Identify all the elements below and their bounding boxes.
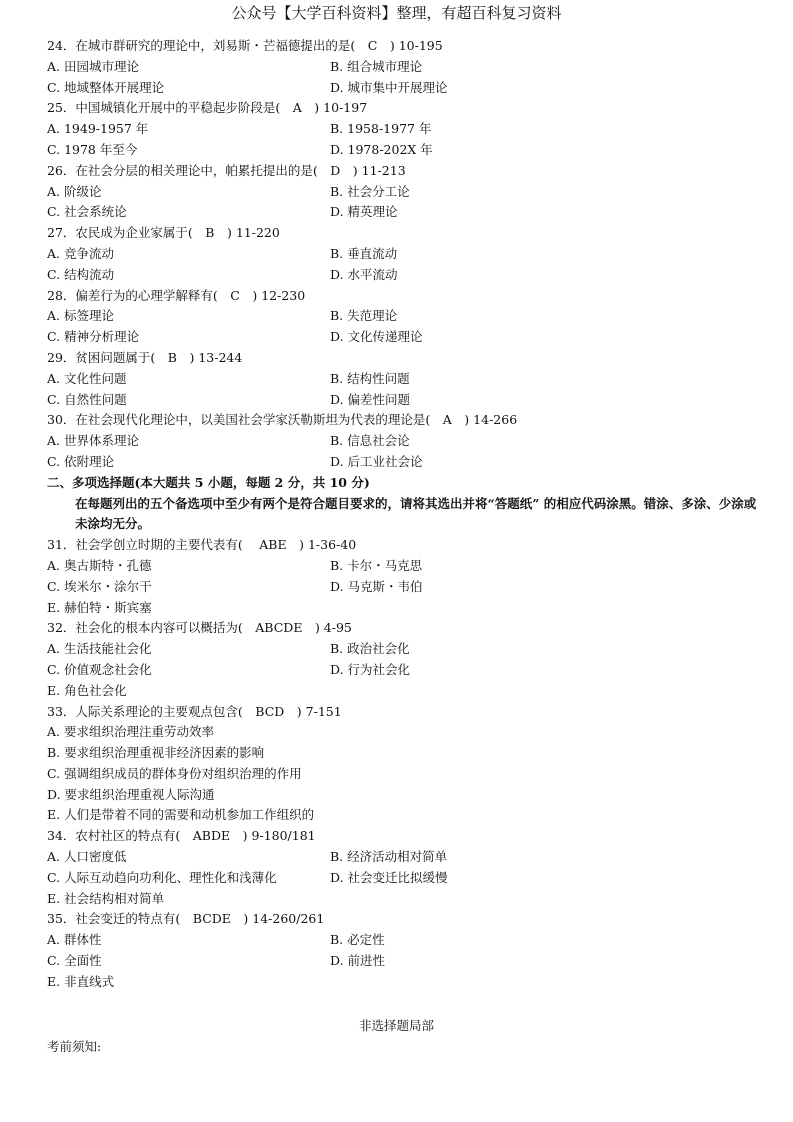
exam-content (47, 36, 767, 993)
option-text: B. 经济活动相对简单 (330, 849, 448, 865)
option-row (47, 140, 767, 161)
question-stem: 26．在社会分层的相关理论中，帕累托提出的是( D ) 11-213 (47, 162, 406, 178)
option-text: C. 依附理论 (47, 453, 115, 469)
option-text: C. 结构流动 (47, 266, 115, 282)
page-header: 公众号【大学百科资料】整理，有超百科复习资料 (231, 4, 562, 22)
option-text: D. 社会变迁比拟缓慢 (330, 869, 448, 885)
option-text: A. 田园城市理论 (47, 58, 139, 74)
option-row (47, 598, 767, 619)
option-row (47, 743, 767, 764)
option-text: E. 人们是带着不同的需要和动机参加工作组织的 (47, 807, 315, 823)
option-text: B. 卡尔・马克思 (330, 557, 423, 573)
option-row (47, 556, 767, 577)
option-text: B. 信息社会论 (330, 433, 410, 449)
question-stem: 33．人际关系理论的主要观点包含( BCD ) 7-151 (47, 703, 342, 719)
option-text: A. 要求组织治理注重劳动效率 (47, 724, 214, 740)
option-text: B. 结构性问题 (330, 370, 410, 386)
option-row (47, 639, 767, 660)
question-stem: 25．中国城镇化开展中的平稳起步阶段是( A ) 10-197 (47, 100, 368, 116)
option-row (47, 951, 767, 972)
option-text: B. 1958-1977 年 (330, 121, 432, 137)
option-text: A. 1949-1957 年 (47, 121, 149, 137)
question-stem: 27．农民成为企业家属于( B ) 11-220 (47, 225, 280, 241)
option-text: B. 政治社会化 (330, 641, 410, 657)
option-row (47, 202, 767, 223)
option-text: D. 马克斯・韦伯 (330, 578, 423, 594)
option-row (47, 327, 767, 348)
question-stem: 29．贫困问题属于( B ) 13-244 (47, 349, 243, 365)
option-text: D. 偏差性问题 (330, 391, 411, 407)
exam-notes-label: 考前须知: (47, 1039, 102, 1054)
section-title-multi-choice: 二、多项选择题(本大题共 5 小题，每题 2 分，共 10 分) (47, 474, 370, 490)
question-stem: 35．社会变迁的特点有( BCDE ) 14-260/261 (47, 911, 325, 927)
option-text: C. 自然性问题 (47, 391, 127, 407)
option-row (47, 119, 767, 140)
option-row (47, 681, 767, 702)
option-row (47, 785, 767, 806)
option-row (47, 244, 767, 265)
option-row (47, 452, 767, 473)
option-text: D. 行为社会化 (330, 661, 411, 677)
option-text: A. 奥古斯特・孔德 (47, 557, 152, 573)
option-row (47, 369, 767, 390)
option-row (47, 930, 767, 951)
option-text: E. 社会结构相对简单 (47, 890, 165, 906)
question-stem: 28．偏差行为的心理学解释有( C ) 12-230 (47, 287, 306, 303)
option-text: C. 社会系统论 (47, 204, 127, 220)
option-row (47, 390, 767, 411)
option-text: C. 全面性 (47, 953, 102, 969)
option-text: A. 生活技能社会化 (47, 641, 152, 657)
option-row (47, 847, 767, 868)
option-row (47, 805, 767, 826)
option-row (47, 265, 767, 286)
option-text: D. 精英理论 (330, 204, 398, 220)
option-text: C. 1978 年至今 (47, 141, 138, 157)
option-text: D. 1978-202X 年 (330, 141, 433, 157)
option-row (47, 577, 767, 598)
option-text: A. 标签理论 (47, 308, 114, 324)
option-text: E. 赫伯特・斯宾塞 (47, 599, 152, 615)
option-text: B. 社会分工论 (330, 183, 410, 199)
option-row (47, 431, 767, 452)
option-text: E. 非直线式 (47, 973, 115, 989)
option-text: C. 强调组织成员的群体身份对组织治理的作用 (47, 765, 302, 781)
option-text: A. 群体性 (47, 932, 102, 948)
question-stem: 24．在城市群研究的理论中，刘易斯・芒福德提出的是( C ) 10-195 (47, 38, 443, 53)
option-text: A. 阶级论 (47, 183, 102, 199)
option-row (47, 57, 767, 78)
option-text: D. 后工业社会论 (330, 453, 423, 469)
option-text: B. 必定性 (330, 932, 385, 948)
question-stem: 31．社会学创立时期的主要代表有( ABE ) 1-36-40 (47, 537, 357, 553)
option-text: D. 水平流动 (330, 266, 398, 282)
option-row (47, 868, 767, 889)
option-row (47, 182, 767, 203)
option-row (47, 972, 767, 993)
option-row (47, 660, 767, 681)
option-row (47, 306, 767, 327)
option-text: A. 竞争流动 (47, 245, 114, 261)
option-text: B. 失范理论 (330, 308, 398, 324)
option-text: A. 文化性问题 (47, 370, 127, 386)
option-text: C. 价值观念社会化 (47, 661, 152, 677)
option-text: D. 城市集中开展理论 (330, 79, 448, 95)
section-instruction: 在每题列出的五个备选项中至少有两个是符合题目要求的，请将其选出并将“答题纸” 的相应代码涂黑。错涂、多涂、少涂或未涂均无分。 (75, 495, 757, 532)
option-text: D. 要求组织治理重视人际沟通 (47, 786, 215, 802)
option-text: B. 垂直流动 (330, 245, 398, 261)
option-text: C. 人际互动趋向功利化、理性化和浅薄化 (47, 869, 277, 885)
option-row (47, 764, 767, 785)
option-text: C. 埃米尔・涂尔干 (47, 578, 152, 594)
question-stem: 30．在社会现代化理论中，以美国社会学家沃勒斯坦为代表的理论是( A ) 14-266 (47, 412, 518, 428)
option-text: D. 文化传递理论 (330, 329, 423, 345)
option-text: C. 精神分析理论 (47, 329, 140, 345)
option-text: D. 前进性 (330, 953, 386, 969)
option-text: C. 地域整体开展理论 (47, 79, 165, 95)
option-text: E. 角色社会化 (47, 682, 127, 698)
section-title-non-choice: 非选择题局部 (358, 1018, 434, 1033)
question-stem: 32．社会化的根本内容可以概括为( ABCDE ) 4-95 (47, 620, 352, 636)
option-text: B. 组合城市理论 (330, 58, 423, 74)
option-row (47, 722, 767, 743)
option-text: A. 人口密度低 (47, 849, 127, 865)
option-text: B. 要求组织治理重视非经济因素的影响 (47, 745, 265, 761)
option-text: A. 世界体系理论 (47, 433, 139, 449)
question-stem: 34．农村社区的特点有( ABDE ) 9-180/181 (47, 828, 316, 844)
option-row (47, 889, 767, 910)
option-row (47, 78, 767, 99)
